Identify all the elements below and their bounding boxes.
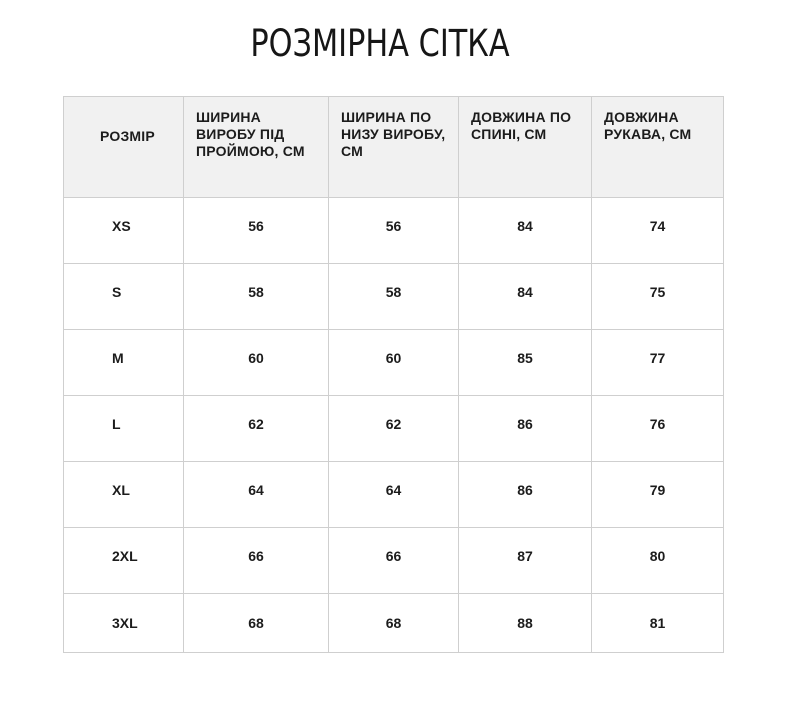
size-value: XL [64, 462, 184, 528]
chest-width-value: 64 [184, 462, 329, 528]
header-sleeve-length: ДОВЖИНА РУКАВА, СМ [592, 97, 724, 198]
table-row [64, 462, 724, 528]
bottom-width-value: 64 [329, 462, 459, 528]
table-row [64, 198, 724, 264]
table-row [64, 594, 724, 653]
sleeve-length-value: 79 [592, 462, 724, 528]
bottom-width-value: 68 [329, 594, 459, 653]
bottom-width-value: 66 [329, 528, 459, 594]
page-title: РОЗМІРНА СІТКА [250, 22, 510, 65]
back-length-value: 87 [459, 528, 592, 594]
table-row [64, 264, 724, 330]
table-body [64, 198, 724, 653]
size-value: S [64, 264, 184, 330]
size-value: M [64, 330, 184, 396]
chest-width-value: 62 [184, 396, 329, 462]
header-bottom-width: ШИРИНА ПО НИЗУ ВИРОБУ, СМ [329, 97, 459, 198]
size-value: 2XL [64, 528, 184, 594]
sleeve-length-value: 81 [592, 594, 724, 653]
header-row [64, 97, 724, 198]
table-row [64, 528, 724, 594]
sleeve-length-value: 75 [592, 264, 724, 330]
size-value: XS [64, 198, 184, 264]
back-length-value: 85 [459, 330, 592, 396]
table-header [64, 97, 724, 198]
back-length-value: 88 [459, 594, 592, 653]
chest-width-value: 56 [184, 198, 329, 264]
bottom-width-value: 62 [329, 396, 459, 462]
table-row [64, 330, 724, 396]
header-back-length: ДОВЖИНА ПО СПИНІ, СМ [459, 97, 592, 198]
sleeve-length-value: 80 [592, 528, 724, 594]
chest-width-value: 58 [184, 264, 329, 330]
bottom-width-value: 58 [329, 264, 459, 330]
sleeve-length-value: 77 [592, 330, 724, 396]
chest-width-value: 68 [184, 594, 329, 653]
sleeve-length-value: 74 [592, 198, 724, 264]
sleeve-length-value: 76 [592, 396, 724, 462]
back-length-value: 86 [459, 462, 592, 528]
header-chest-width: ШИРИНА ВИРОБУ ПІД ПРОЙМОЮ, СМ [184, 97, 329, 198]
chest-width-value: 66 [184, 528, 329, 594]
size-value: L [64, 396, 184, 462]
back-length-value: 86 [459, 396, 592, 462]
table-row [64, 396, 724, 462]
bottom-width-value: 56 [329, 198, 459, 264]
bottom-width-value: 60 [329, 330, 459, 396]
back-length-value: 84 [459, 198, 592, 264]
header-size: РОЗМІР [64, 97, 184, 198]
back-length-value: 84 [459, 264, 592, 330]
size-chart-table [63, 96, 724, 653]
size-value: 3XL [64, 594, 184, 653]
chest-width-value: 60 [184, 330, 329, 396]
